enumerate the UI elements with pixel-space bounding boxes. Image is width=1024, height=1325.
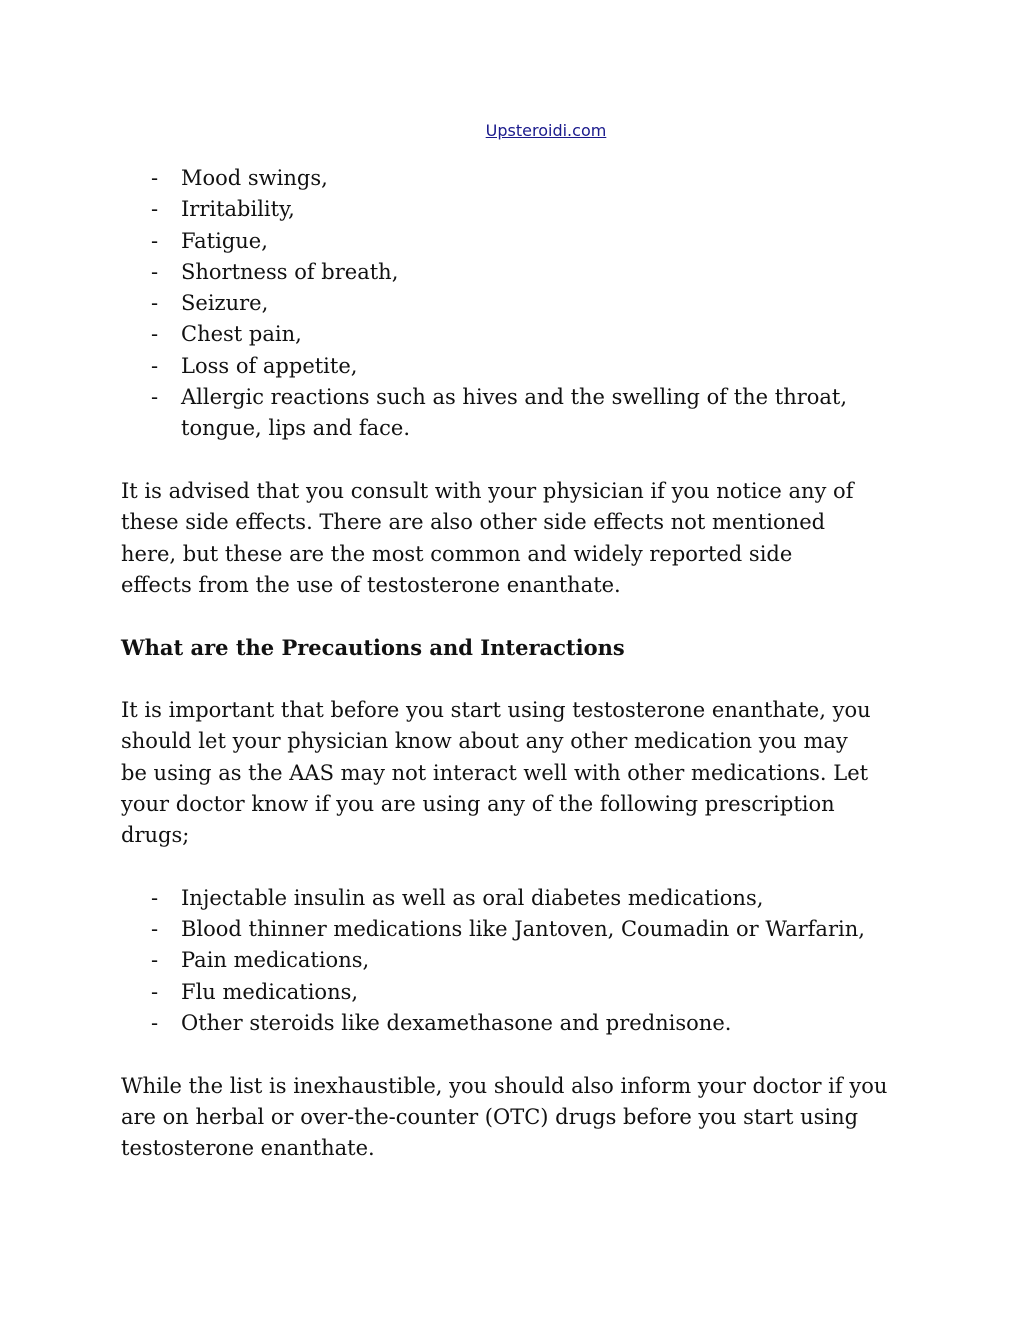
paragraph-important: It is important that before you start using testosterone enanthate, you should let your physician know about any other medication you may be using as the AAS may not interact well with other medications. Let your doctor know if you are using any of the following prescription drugs; <box>121 698 871 848</box>
section-heading: What are the Precautions and Interactions <box>121 635 625 661</box>
list-item <box>121 226 921 257</box>
list-item-text: Injectable insulin as well as oral diabetes medications, <box>181 885 764 910</box>
list-item-text: Seizure, <box>181 291 269 316</box>
list-marker: - <box>151 979 159 1004</box>
list-marker: - <box>151 259 159 284</box>
document-body <box>121 163 921 1165</box>
side-effects-list <box>121 163 921 445</box>
list-item-text: Irritability, <box>181 197 295 222</box>
list-item-text: Mood swings, <box>181 166 328 190</box>
list-item <box>121 977 921 1008</box>
list-marker: - <box>151 385 159 410</box>
paragraph-advice: It is advised that you consult with your physician if you notice any of these side effects. There are also other side effects not mentioned here, but these are the most common and widely reported side effects from the use of testosterone enanthate. <box>121 478 854 597</box>
list-item-text: Blood thinner medications like Jantoven, Coumadin or Warfarin, <box>181 917 865 942</box>
list-marker: - <box>151 885 159 910</box>
spacer <box>121 852 921 883</box>
list-item <box>121 1008 921 1039</box>
spacer <box>121 664 921 695</box>
list-item-text: Allergic reactions such as hives and the swelling of the throat, tongue, lips and face. <box>181 385 848 441</box>
list-item <box>121 163 921 194</box>
list-item-text: Pain medications, <box>181 948 370 973</box>
list-item-text: Shortness of breath, <box>181 259 399 284</box>
list-item <box>121 194 921 225</box>
list-item <box>121 883 921 914</box>
list-item <box>121 351 921 382</box>
list-marker: - <box>151 917 159 942</box>
list-marker: - <box>151 291 159 316</box>
list-marker: - <box>151 197 159 222</box>
list-item-text: Flu medications, <box>181 979 359 1004</box>
list-marker: - <box>151 1011 159 1036</box>
drugs-list <box>121 883 921 1039</box>
list-marker: - <box>151 228 159 253</box>
list-item <box>121 319 921 350</box>
list-marker: - <box>151 322 159 347</box>
list-item <box>121 382 901 445</box>
list-item <box>121 914 891 945</box>
list-item <box>121 945 921 976</box>
site-link[interactable]: Upsteroidi.com <box>485 121 607 140</box>
list-marker: - <box>151 948 159 973</box>
list-marker: - <box>151 166 159 190</box>
list-item <box>121 257 921 288</box>
list-marker: - <box>151 353 159 378</box>
spacer <box>121 601 921 632</box>
list-item-text: Other steroids like dexamethasone and prednisone. <box>181 1011 732 1036</box>
paragraph-closing: While the list is inexhaustible, you should also inform your doctor if you are on herbal or over-the-counter (OTC) drugs before you start using testosterone enanthate. <box>121 1073 888 1161</box>
list-item-text: Fatigue, <box>181 228 268 253</box>
list-item-text: Chest pain, <box>181 322 302 347</box>
list-item-text: Loss of appetite, <box>181 353 358 378</box>
list-item <box>121 288 921 319</box>
spacer <box>121 1039 921 1070</box>
spacer <box>121 445 921 476</box>
